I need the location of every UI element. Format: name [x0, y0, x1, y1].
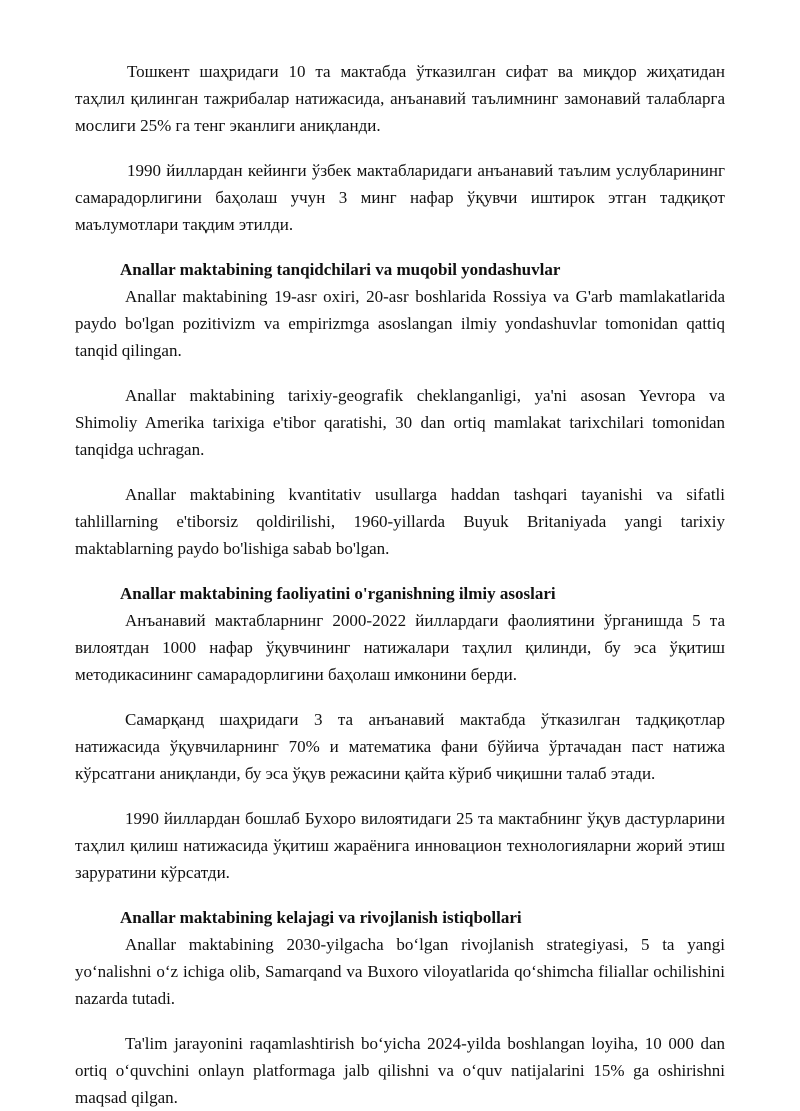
paragraph: Anallar maktabining 19-asr oxiri, 20-asr boshlarida Rossiya va G'arb mamlakatlarida paydo bo'lgan pozitivizm va empirizmga asoslangan ilmiy yondashuvlar tomonidan qattiq tanqid qilingan.	[75, 287, 725, 360]
paragraph: Anallar maktabining kvantitativ usullarga haddan tashqari tayanishi va sifatli tahlillarning e'tiborsiz qoldirilishi, 1960-yillarda Buyuk Britaniyada yangi tarixiy maktablarning paydo bo'lishiga sabab bo'lgan.	[75, 485, 725, 558]
section-heading: Anallar maktabining kelajagi va rivojlanish istiqbollari	[120, 908, 522, 927]
paragraph: Анъанавий мактабларнинг 2000-2022 йиллардаги фаолиятини ўрганишда 5 та вилоятдан 1000 нафар ўқувчининг натижалари таҳлил қилинди, бу эса ўқитиш методикасининг самарадорлигини баҳолаш имконини берди.	[75, 611, 725, 684]
section-heading: Anallar maktabining tanqidchilari va muqobil yondashuvlar	[120, 260, 561, 279]
future-section	[75, 904, 725, 1111]
paragraph: 1990 йиллардан кейинги ўзбек мактабларидаги анъанавий таълим услубларининг самарадорлигини баҳолаш учун 3 минг нафар ўқувчи иштирок этган тадқиқот маълумотлари тақдим этилди.	[75, 161, 725, 234]
paragraph: Ta'lim jarayonini raqamlashtirish boʻyicha 2024-yilda boshlangan loyiha, 10 000 dan ortiq oʻquvchini onlayn platformaga jalb qilishni va oʻquv natijalarini 15% ga oshirishni maqsad qilgan.	[75, 1034, 725, 1107]
paragraph: Самарқанд шаҳридаги 3 та анъанавий мактабда ўтказилган тадқиқотлар натижасида ўқувчиларнинг 70% и математика фани бўйича ўртачадан паст натижа кўрсатгани аниқланди, бу эса ўқув режасини қайта кўриб чиқишни талаб этади.	[75, 710, 725, 783]
critics-section	[75, 256, 725, 562]
paragraph: Anallar maktabining tarixiy-geografik cheklanganligi, ya'ni asosan Yevropa va Shimoliy Amerika tarixiga e'tibor qaratishi, 30 dan ortiq mamlakat tarixchilari tomonidan tanqidga uchragan.	[75, 386, 725, 459]
intro-section	[75, 58, 725, 238]
paragraph: 1990 йиллардан бошлаб Бухоро вилоятидаги 25 та мактабнинг ўқув дастурларини таҳлил қилиш натижасида ўқитиш жараёнига инновацион технологияларни жорий этиш заруратини кўрсатди.	[75, 809, 725, 882]
document-page	[75, 58, 725, 1111]
paragraph: Тошкент шаҳридаги 10 та мактабда ўтказилган сифат ва миқдор жиҳатидан таҳлил қилинган тажрибалар натижасида, анъанавий таълимнинг замонавий талабларга мослиги 25% га тенг эканлиги аниқланди.	[75, 62, 725, 135]
paragraph: Anallar maktabining 2030-yilgacha boʻlgan rivojlanish strategiyasi, 5 ta yangi yoʻnalishni oʻz ichiga olib, Samarqand va Buxoro viloyatlarida qoʻshimcha filiallar ochilishini nazarda tutadi.	[75, 935, 725, 1008]
section-heading: Anallar maktabining faoliyatini o'rganishning ilmiy asoslari	[120, 584, 556, 603]
scientific-basis-section	[75, 580, 725, 886]
